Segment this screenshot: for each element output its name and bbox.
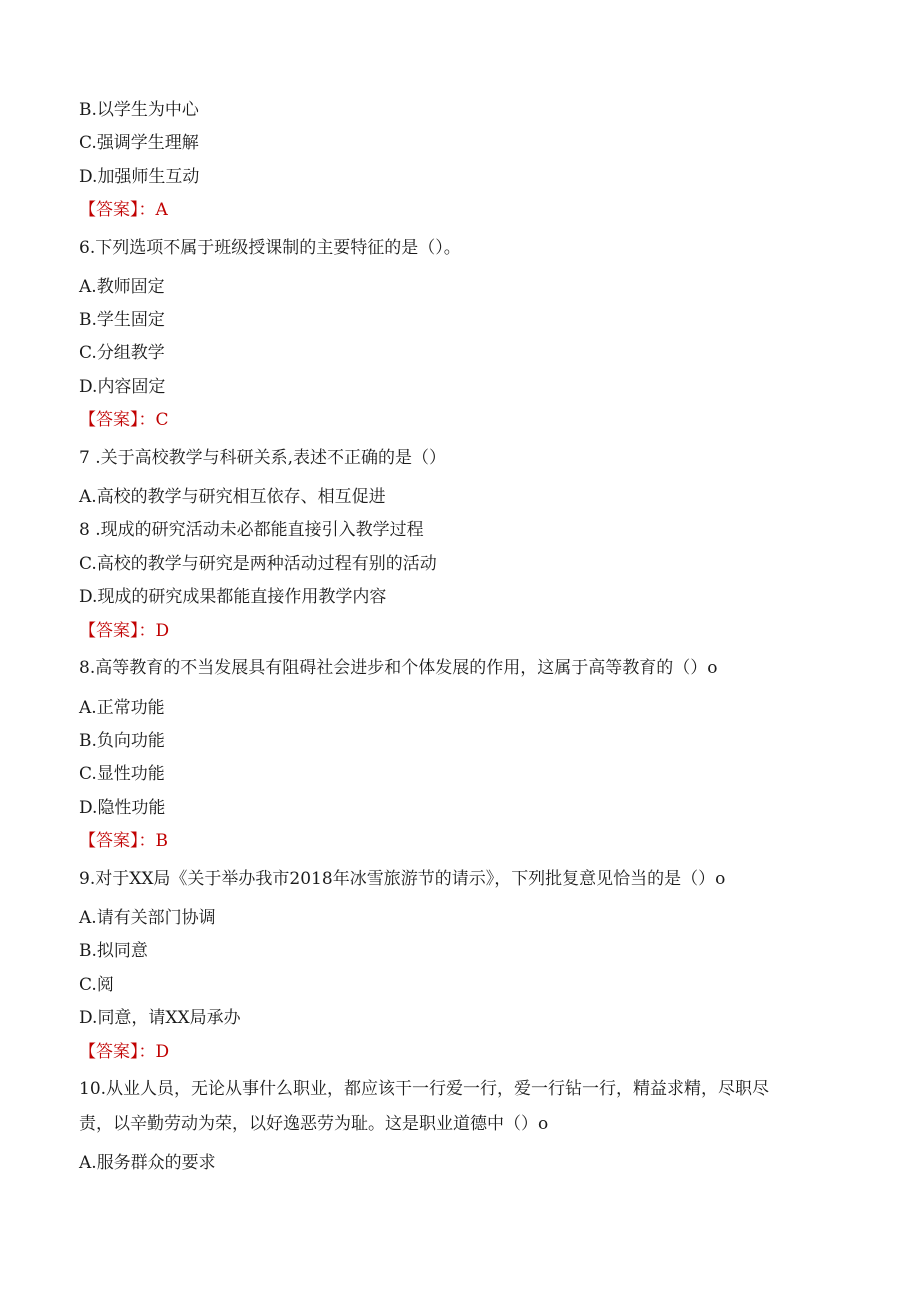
q6-option-d bbox=[79, 376, 860, 398]
option-key: B. bbox=[79, 100, 97, 120]
option-key: A. bbox=[79, 277, 97, 297]
option-key: A. bbox=[79, 487, 97, 507]
q9-option-c bbox=[79, 974, 860, 996]
q9-option-a bbox=[79, 907, 860, 929]
q7-option-d bbox=[79, 586, 860, 608]
option-key: C. bbox=[79, 133, 97, 153]
option-key: B. bbox=[79, 731, 97, 751]
option-key: A. bbox=[79, 698, 97, 718]
option-text: 内容固定 bbox=[97, 377, 166, 397]
option-text: 拟同意 bbox=[96, 941, 148, 961]
q6-answer bbox=[79, 409, 860, 431]
q7-question: 7 .关于高校教学与科研关系,表述不正确的是（） bbox=[79, 448, 447, 468]
answer-value: D bbox=[155, 621, 170, 641]
option-text: 同意，请XX局承办 bbox=[97, 1008, 241, 1028]
option-key: D. bbox=[79, 377, 98, 397]
option-key: A. bbox=[79, 908, 97, 928]
option-key: 8 bbox=[79, 520, 90, 540]
q10-option-a bbox=[79, 1152, 860, 1174]
answer-value: B bbox=[155, 831, 168, 851]
answer-label: 【答案】： bbox=[79, 621, 156, 641]
option-text: 现成的研究成果都能直接作用教学内容 bbox=[97, 587, 387, 607]
option-text: 负向功能 bbox=[96, 731, 165, 751]
answer-value: D bbox=[155, 1042, 170, 1062]
q5-option-b bbox=[79, 99, 860, 121]
option-text: 强调学生理解 bbox=[96, 133, 199, 153]
q10-question-line2: 责，以辛勤劳动为荣，以好逸恶劳为耻。这是职业道德中（）o bbox=[79, 1114, 549, 1134]
option-text: 服务群众的要求 bbox=[96, 1153, 216, 1173]
option-key: C. bbox=[79, 554, 97, 574]
q7-option-a bbox=[79, 486, 860, 508]
q5-option-c bbox=[79, 132, 860, 154]
option-text: 高校的教学与研究是两种活动过程有别的活动 bbox=[96, 554, 437, 574]
q9-option-d bbox=[79, 1007, 860, 1029]
option-text: 教师固定 bbox=[96, 277, 165, 297]
option-key: D. bbox=[79, 798, 98, 818]
option-text: 隐性功能 bbox=[97, 798, 166, 818]
option-text: 以学生为中心 bbox=[96, 100, 199, 120]
answer-label: 【答案】： bbox=[79, 1042, 156, 1062]
answer-label: 【答案】： bbox=[79, 410, 156, 430]
option-text: 正常功能 bbox=[96, 698, 165, 718]
q9-answer bbox=[79, 1041, 860, 1063]
answer-value: C bbox=[155, 410, 169, 430]
option-text: 阅 bbox=[96, 975, 114, 995]
option-key: D. bbox=[79, 1008, 98, 1028]
q6-option-c bbox=[79, 342, 860, 364]
option-text: 分组教学 bbox=[96, 343, 165, 363]
option-text: 学生固定 bbox=[96, 310, 165, 330]
option-key: A. bbox=[79, 1153, 97, 1173]
option-key: B. bbox=[79, 310, 97, 330]
option-key: C. bbox=[79, 764, 97, 784]
q7-option-b bbox=[79, 519, 860, 541]
q6-option-b bbox=[79, 309, 860, 331]
q6-question: 6.下列选项不属于班级授课制的主要特征的是（）。 bbox=[79, 238, 461, 258]
q8-option-b bbox=[79, 730, 860, 752]
answer-label: 【答案】： bbox=[79, 831, 156, 851]
q5-option-d bbox=[79, 166, 860, 188]
option-text: 请有关部门协调 bbox=[96, 908, 216, 928]
option-key: B. bbox=[79, 941, 97, 961]
option-key: D. bbox=[79, 587, 98, 607]
q10-question-line1: 10.从业人员，无论从事什么职业，都应该干一行爱一行，爱一行钻一行，精益求精，尽职尽 bbox=[79, 1079, 770, 1099]
option-key: C. bbox=[79, 343, 97, 363]
q8-option-d bbox=[79, 797, 860, 819]
q8-option-c bbox=[79, 763, 860, 785]
q8-answer bbox=[79, 830, 860, 852]
q9-question: 9.对于XX局《关于举办我市2018年冰雪旅游节的请示》，下列批复意见恰当的是（）o bbox=[79, 869, 726, 889]
q7-answer bbox=[79, 620, 860, 642]
option-text: 显性功能 bbox=[96, 764, 165, 784]
option-text: .现成的研究活动未必都能直接引入教学过程 bbox=[89, 520, 424, 540]
q8-question: 8.高等教育的不当发展具有阻碍社会进步和个体发展的作用，这属于高等教育的（）o bbox=[79, 658, 718, 678]
q5-answer bbox=[79, 199, 860, 221]
option-key: D. bbox=[79, 167, 98, 187]
option-text: 高校的教学与研究相互依存、相互促进 bbox=[96, 487, 386, 507]
answer-value: A bbox=[155, 200, 168, 220]
q6-option-a bbox=[79, 276, 860, 298]
answer-label: 【答案】： bbox=[79, 200, 156, 220]
option-text: 加强师生互动 bbox=[97, 167, 200, 187]
option-key: C. bbox=[79, 975, 97, 995]
q9-option-b bbox=[79, 940, 860, 962]
q8-option-a bbox=[79, 697, 860, 719]
q7-option-c bbox=[79, 553, 860, 575]
